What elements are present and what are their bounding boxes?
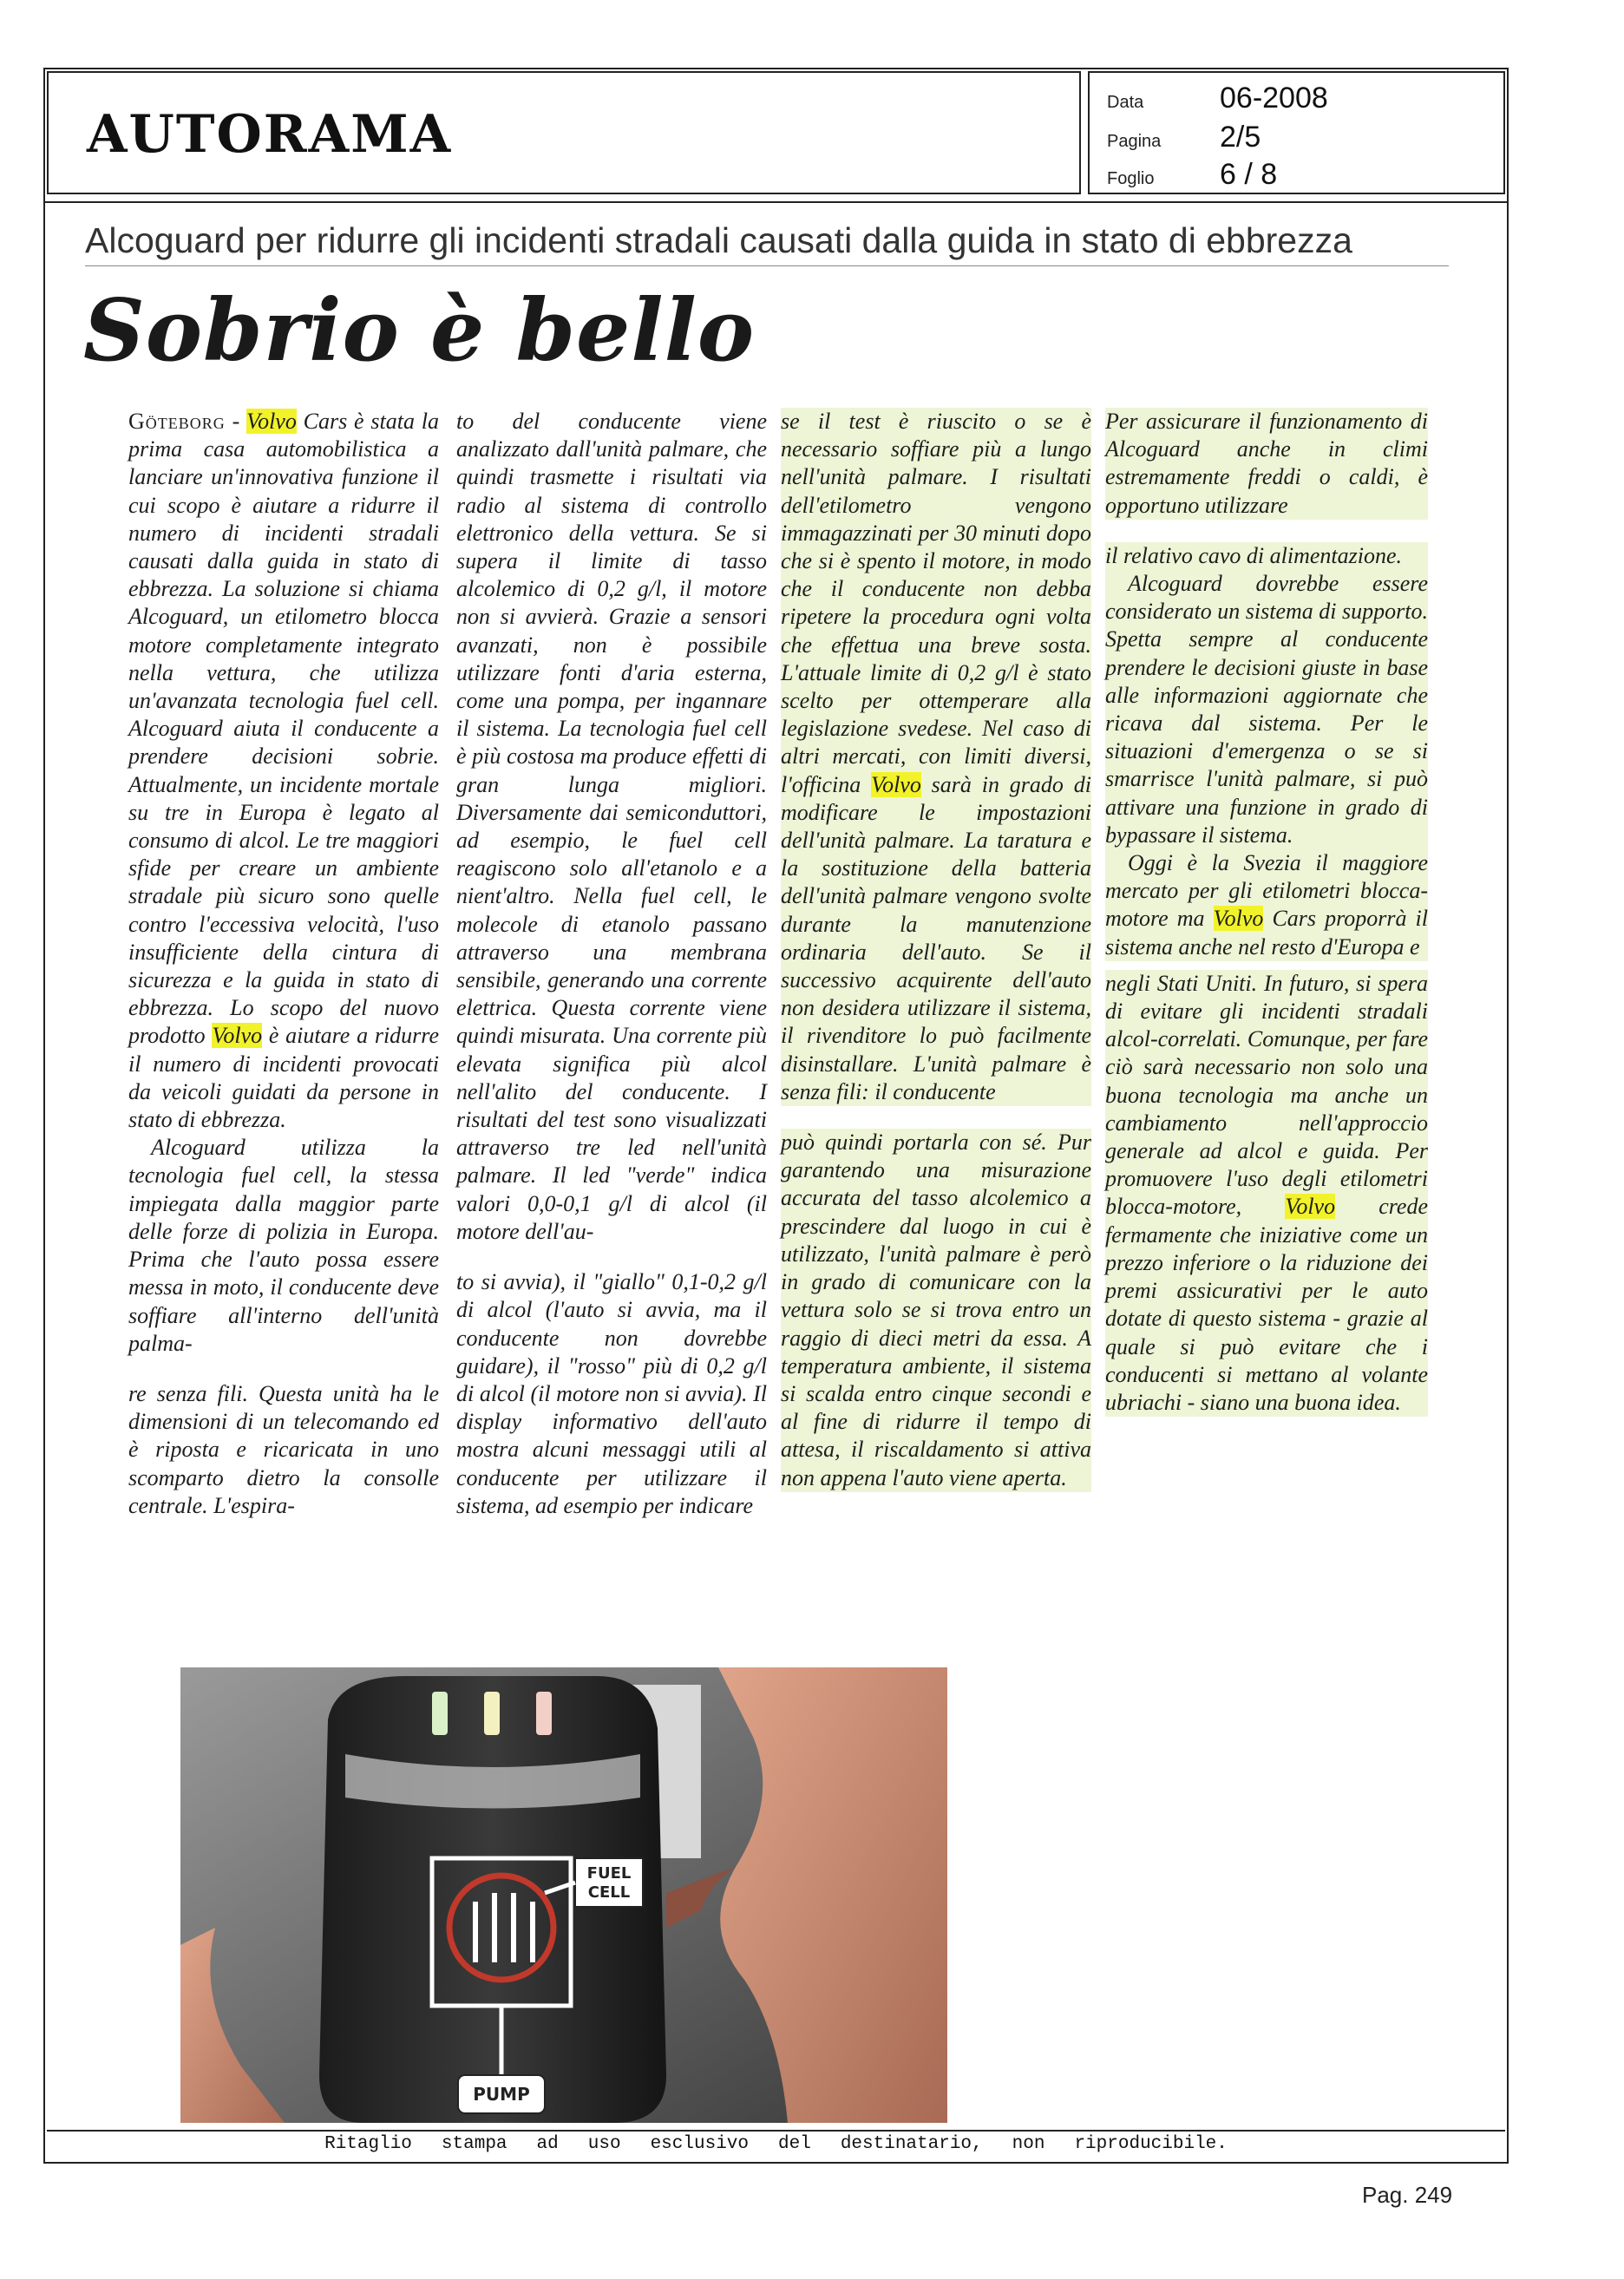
footer-word: riproducibile. xyxy=(1074,2134,1228,2154)
column-4 xyxy=(1105,408,1428,1417)
text-run: è aiutare a ridurre il numero di incidenti provocati da veicoli guidati da persone in stato di ebbrezza. xyxy=(128,1023,439,1133)
brand-highlight: Volvo xyxy=(1213,906,1264,932)
text-run: Cars è stata la prima casa automobilistica a lanciare un'innovativa funzione il cui scopo è aiutare a ridurre il numero di incidenti stradali causati dalla guida in stato di ebbrezza. La soluzione si chiama Alcoguard, un etilometro blocca motore completamente integrato nella vettura, che utilizza un'avanzata tecnologia fuel cell. Alcoguard aiuta il conducente a prendere decisioni sobrie. Attualmente, un incidente mortale su tre in Europa è legato al consumo di alcol. Le tre maggiori sfide per creare un ambiente stradale più sicuro sono quelle contro l'eccessiva velocità, l'uso insufficiente della cintura di sicurezza e la guida in stato di ebbrezza. Lo scopo del nuovo prodotto xyxy=(128,409,439,1049)
publication-name: AUTORAMA xyxy=(87,104,453,165)
masthead-box xyxy=(47,71,1081,194)
article-kicker: Alcoguard per ridurre gli incidenti stradali causati dalla guida in stato di ebbrezza xyxy=(85,220,1352,260)
text-run: negli Stati Uniti. In futuro, si spera di evitare gli incidenti stradali alcol-correlati. Comunque, per fare ciò sarà necessario non solo una buona tecnologia ma anche un cambiamento nell'approccio generale ad alcol e guida. Per promuovere l'uso degli etilometri blocca-motore, xyxy=(1105,970,1428,1220)
paragraph xyxy=(1105,970,1428,1417)
meta-label-pagina: Pagina xyxy=(1107,132,1162,151)
fuel-cell-label-2: CELL xyxy=(587,1883,631,1902)
paragraph: il relativo cavo di alimentazione. xyxy=(1105,542,1403,568)
text-run: Oggi è la Svezia il maggiore mercato per gli etilometri blocca-motore ma xyxy=(1105,850,1428,932)
led-green xyxy=(432,1692,448,1735)
meta-value-data: 06-2008 xyxy=(1220,82,1328,115)
dateline: Göteborg xyxy=(128,409,226,434)
footer-word: esclusivo xyxy=(650,2134,749,2154)
tinted-block xyxy=(1105,970,1428,1417)
meta-row-foglio xyxy=(1107,158,1277,192)
column-gap xyxy=(1105,961,1428,970)
brand-highlight: Volvo xyxy=(246,409,297,434)
footer-word: destinatario, xyxy=(840,2134,983,2154)
meta-row-data xyxy=(1107,82,1328,115)
footer-rule xyxy=(47,2130,1505,2132)
paragraph xyxy=(1105,849,1428,961)
column-3 xyxy=(781,408,1091,1492)
column-gap xyxy=(781,1106,1091,1129)
footer-word: Ritaglio xyxy=(324,2134,412,2154)
meta-value-pagina: 2/5 xyxy=(1220,121,1261,154)
footer-word: uso xyxy=(587,2134,621,2154)
column-gap xyxy=(456,1246,767,1268)
brand-highlight: Volvo xyxy=(212,1023,263,1049)
column-gap xyxy=(1105,520,1428,542)
text-run: crede fermamente che iniziative come un prezzo inferiore o la riduzione dei premi assicurativi per le auto dotate di questo sistema - grazie al quale si può evitare che i conducenti si mettano al volante ubriachi - siano una buona idea. xyxy=(1105,1194,1428,1415)
footer-word: del xyxy=(778,2134,811,2154)
footer-word: stampa xyxy=(441,2134,508,2154)
text-run: Cars proporrà il sistema anche nel resto d'Europa e xyxy=(1105,906,1428,959)
text-run: sarà in grado di modificare le impostazioni dell'unità palmare. La taratura e la sostituzione della batteria dell'unità palmare vengono svolte durante la manutenzione ordinaria dell'auto. Se il successivo acquirente dell'auto non desidera utilizzare il sistema, il rivenditore lo può facilmente disinstallare. L'unità palmare è senza fili: il conducente xyxy=(781,771,1091,1104)
meta-value-foglio: 6 / 8 xyxy=(1220,158,1278,191)
paragraph: Alcoguard utilizza la tecnologia fuel cell, la stessa impiegata dalla maggior parte delle forze di polizia in Europa. Prima che l'auto possa essere messa in moto, il conducente deve soffiare all'interno dell'unità palma- xyxy=(128,1135,439,1356)
brand-highlight: Volvo xyxy=(1285,1194,1336,1220)
page-number: Pag. 249 xyxy=(1362,2182,1453,2208)
paragraph: può quindi portarla con sé. Pur garantendo una misurazione accurata del tasso alcolemico a prescindere dal luogo in cui è utilizzato, l'unità palmare è però in grado di comunicare con la vettura solo se si trova entro un raggio di dieci metri da essa. A temperatura ambiente, il sistema si scalda entro cinque secondi e al fine di ridurre il tempo di attesa, il riscaldamento si attiva non appena l'auto viene aperta. xyxy=(781,1130,1091,1490)
column-2 xyxy=(456,408,767,1520)
footer-notice xyxy=(47,2134,1505,2154)
paragraph: to del conducente viene analizzato dall'unità palmare, che quindi trasmette i risultati via radio al sistema di controllo elettronico della vettura. Se si supera il limite di tasso alcolemico di 0,2 g/l, il motore non si avvierà. Grazie a sensori avanzati, non è possibile utilizzare fonti d'aria esterna, come una pompa, per ingannare il sistema. La tecnologia fuel cell è più costosa ma produce effetti di gran lunga migliori. Diversamente dai semiconduttori, ad esempio, le fuel cell reagiscono solo all'etanolo e a nient'altro. Nella fuel cell, le molecole di etanolo passano attraverso una membrana sensibile, generando una corrente elettrica. Questa corrente viene quindi misurata. Una corrente più elevata significa più alcol nell'alito del conducente. I risultati del test sono visualizzati attraverso tre led nell'unità palmare. Il led "verde" indica valori 0,0-0,1 g/l di alcol (il motore dell'au- xyxy=(456,409,767,1244)
text-run: - xyxy=(225,409,247,434)
meta-label-foglio: Foglio xyxy=(1107,169,1155,188)
led-red xyxy=(536,1692,552,1735)
meta-row-pagina xyxy=(1107,121,1261,154)
paragraph: to si avvia), il "giallo" 0,1-0,2 g/l di alcol (l'auto si avvia, ma il conducente non dovrebbe guidare), il "rosso" più di 0,2 g/l di alcol (il motore non si avvia). Il display informativo dell'auto mostra alcuni messaggi utili al conducente per utilizzare il sistema, ad esempio per indicare xyxy=(456,1269,767,1518)
column-gap xyxy=(128,1358,439,1380)
tinted-block xyxy=(1105,542,1428,961)
photo-illustration xyxy=(180,1667,947,2123)
footer-word: non xyxy=(1012,2134,1045,2154)
footer-word: ad xyxy=(536,2134,559,2154)
led-yellow xyxy=(484,1692,500,1735)
fuel-cell-label-1: FUEL xyxy=(586,1864,632,1883)
column-1 xyxy=(128,408,439,1520)
paragraph: Per assicurare il funzionamento di Alcoguard anche in climi estremamente freddi o caldi, è opportuno utilizzare xyxy=(1105,408,1428,520)
article-headline: Sobrio è bello xyxy=(83,281,756,381)
header-divider xyxy=(43,201,1509,203)
meta-label-data: Data xyxy=(1107,93,1144,112)
brand-highlight: Volvo xyxy=(871,771,921,797)
paragraph xyxy=(781,408,1091,1106)
paragraph: re senza fili. Questa unità ha le dimensioni di un telecomando ed è riposta e ricaricata in uno scomparto dietro la consolle centrale. L'espira- xyxy=(128,1380,439,1518)
text-run: se il test è riuscito o se è necessario soffiare più a lungo nell'unità palmare. I risultati dell'etilometro vengono immagazzinati per 30 minuti dopo che si è spento il motore, in modo che il conducente non debba ripetere la procedura ogni volta che effettua una breve sosta. L'attuale limite di 0,2 g/l è stato scelto per ottemperare alla legislazione svedese. Nel caso di altri mercati, con limiti diversi, l'officina xyxy=(781,409,1091,797)
pump-label: PUMP xyxy=(473,2084,530,2105)
paragraph: Alcoguard dovrebbe essere considerato un sistema di supporto. Spetta sempre al conducente prendere le decisioni giuste in base alle informazioni aggiornate che ricava dal sistema. Per le situazioni d'emergenza o se si smarrisce l'unità palmare, si può attivare una funzione in grado di bypassare il sistema. xyxy=(1105,571,1428,848)
alcoguard-photo xyxy=(180,1667,947,2123)
paragraph xyxy=(128,408,439,1134)
meta-box xyxy=(1088,71,1505,194)
kicker-rule xyxy=(85,265,1449,266)
